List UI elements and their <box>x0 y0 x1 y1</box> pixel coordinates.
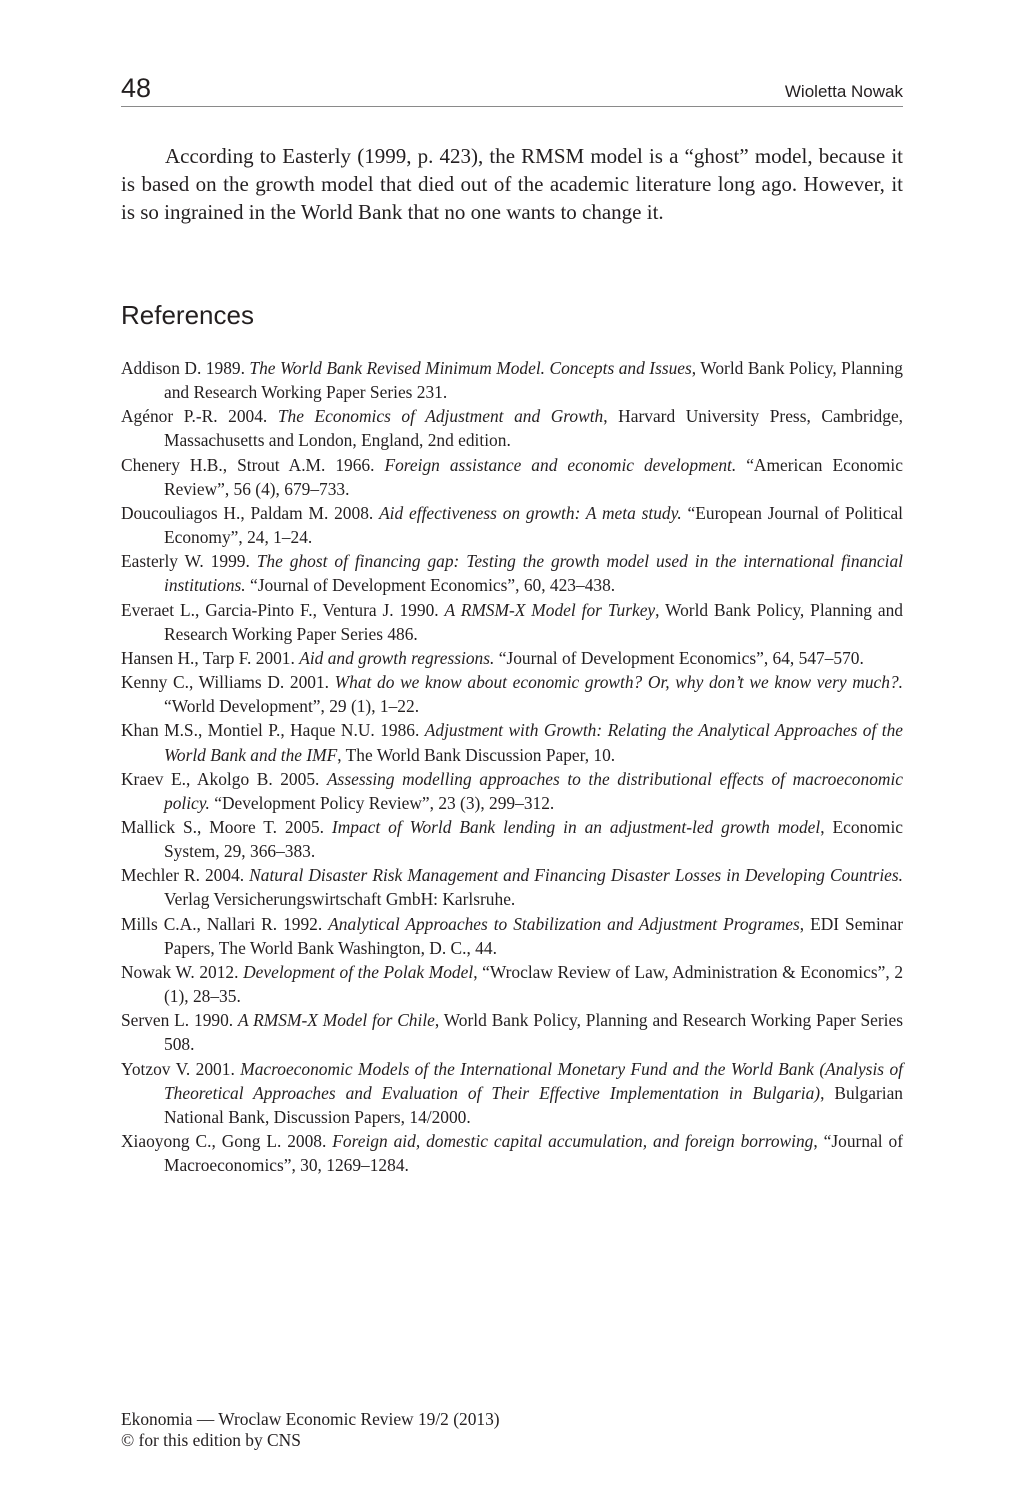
reference-author-year: Addison D. 1989. <box>121 358 250 378</box>
reference-author-year: Kraev E., Akolgo B. 2005. <box>121 768 327 789</box>
reference-item <box>121 670 903 718</box>
reference-source: , Economic System, 29, 366–383. <box>164 816 903 862</box>
reference-item <box>121 1008 903 1056</box>
reference-author-year: Yotzov V. 2001. <box>121 1058 241 1079</box>
reference-source: , World Bank Policy, Planning and Research Working Paper Series 231. <box>164 358 903 403</box>
reference-author-year: Khan M.S., Montiel P., Haque N.U. 1986. <box>121 720 425 741</box>
reference-title: What do we know about economic growth? Or, why don’t we know very much?. <box>334 672 903 693</box>
footer-copyright: © for this edition by CNS <box>121 1430 301 1450</box>
reference-source: , The World Bank Discussion Paper, 10. <box>337 744 616 765</box>
reference-title: Aid effectiveness on growth: A meta study. <box>379 502 682 523</box>
reference-source: , World Bank Policy, Planning and Research Working Paper Series 486. <box>164 599 903 644</box>
reference-source: “American Economic Review”, 56 (4), 679–733. <box>164 454 903 499</box>
reference-list <box>121 356 903 1177</box>
running-header <box>121 72 903 107</box>
reference-item <box>121 404 903 452</box>
reference-item <box>121 815 903 863</box>
running-head-author: Wioletta Nowak <box>784 82 903 101</box>
reference-title: The Economics of Adjustment and Growth <box>277 406 604 427</box>
reference-title: Impact of World Bank lending in an adjustment-led growth model <box>331 816 821 837</box>
reference-item <box>121 960 903 1008</box>
reference-author-year: Doucouliagos H., Paldam M. 2008. <box>121 502 380 523</box>
reference-author-year: Easterly W. 1999. <box>121 551 257 572</box>
reference-title: Development of the Polak Model <box>243 961 474 982</box>
reference-source: , “Wroclaw Review of Law, Administration & Economics”, 2 (1), 28–35. <box>164 961 904 1007</box>
reference-title: Adjustment with Growth: Relating the Analytical Approaches of the World Bank and the IMF <box>164 720 903 765</box>
reference-source: , “Journal of Macroeconomics”, 30, 1269–1284. <box>164 1131 903 1176</box>
reference-author-year: Chenery H.B., Strout A.M. 1966. <box>121 454 385 475</box>
reference-item <box>121 1129 903 1177</box>
reference-source: , EDI Seminar Papers, The World Bank Washington, D. C., 44. <box>164 913 903 958</box>
reference-item <box>121 912 903 960</box>
reference-title: Assessing modelling approaches to the distributional effects of macroeconomic policy. <box>164 768 904 813</box>
reference-item <box>121 501 903 549</box>
reference-author-year: Mills C.A., Nallari R. 1992. <box>121 913 329 934</box>
reference-title: Analytical Approaches to Stabilization and Adjustment Programes <box>328 913 800 934</box>
reference-source: “Journal of Development Economics”, 64, 547–570. <box>494 647 864 668</box>
reference-item <box>121 549 903 597</box>
reference-author-year: Mechler R. 2004. <box>121 865 250 886</box>
page-footer <box>121 1409 500 1451</box>
reference-item <box>121 1057 903 1129</box>
footer-journal: Ekonomia — Wroclaw Economic Review 19/2 (2013) <box>121 1409 500 1429</box>
reference-author-year: Mallick S., Moore T. 2005. <box>121 816 332 837</box>
body-paragraph: According to Easterly (1999, p. 423), the RMSM model is a “ghost” model, because it is based on the growth model that died out of the academic literature long ago. However, it is so ingrained in the World Bank that no one wants to change it. <box>121 144 903 224</box>
reference-title: The ghost of financing gap: Testing the growth model used in the international financial institutions. <box>164 551 903 596</box>
reference-author-year: Everaet L., Garcia-Pinto F., Ventura J. 1990. <box>121 599 445 620</box>
reference-author-year: Nowak W. 2012. <box>121 961 244 982</box>
reference-source: “European Journal of Political Economy”, 24, 1–24. <box>164 502 903 548</box>
page-number: 48 <box>121 73 152 103</box>
reference-source: “Journal of Development Economics”, 60, 423–438. <box>245 575 616 596</box>
reference-item <box>121 453 903 501</box>
reference-author-year: Hansen H., Tarp F. 2001. <box>121 647 300 668</box>
reference-title: A RMSM-X Model for Turkey <box>444 599 656 620</box>
reference-source: “Development Policy Review”, 23 (3), 299–312. <box>209 792 555 813</box>
reference-item <box>121 646 903 670</box>
reference-title: The World Bank Revised Minimum Model. Concepts and Issues <box>249 358 692 378</box>
reference-title: Aid and growth regressions. <box>299 647 495 668</box>
reference-author-year: Serven L. 1990. <box>121 1010 238 1031</box>
reference-source: “World Development”, 29 (1), 1–22. <box>164 696 420 717</box>
references-heading: References <box>121 300 254 330</box>
reference-item <box>121 863 903 911</box>
reference-source: , Harvard University Press, Cambridge, Massachusetts and London, England, 2nd edition. <box>164 406 904 451</box>
reference-source: , World Bank Policy, Planning and Research Working Paper Series 508. <box>164 1010 904 1055</box>
reference-title: Natural Disaster Risk Management and Financing Disaster Losses in Developing Countries. <box>249 865 903 886</box>
reference-title: A RMSM-X Model for Chile <box>238 1010 435 1031</box>
reference-title: Foreign aid, domestic capital accumulation, and foreign borrowing <box>332 1131 814 1151</box>
reference-item <box>121 598 903 646</box>
reference-item <box>121 718 903 766</box>
reference-item <box>121 356 903 404</box>
reference-item <box>121 767 903 815</box>
reference-author-year: Agénor P.-R. 2004. <box>121 406 278 427</box>
reference-author-year: Kenny C., Williams D. 2001. <box>121 672 335 693</box>
reference-author-year: Xiaoyong C., Gong L. 2008. <box>121 1131 333 1151</box>
reference-source: , Bulgarian National Bank, Discussion Papers, 14/2000. <box>164 1082 904 1127</box>
reference-source: Verlag Versicherungswirtschaft GmbH: Karlsruhe. <box>164 889 516 910</box>
reference-title: Macroeconomic Models of the International Monetary Fund and the World Bank (Analysis of Theoretical Approaches and Evaluation of Their Effective Implementation in Bulgaria) <box>164 1058 904 1103</box>
reference-title: Foreign assistance and economic development. <box>384 454 737 475</box>
